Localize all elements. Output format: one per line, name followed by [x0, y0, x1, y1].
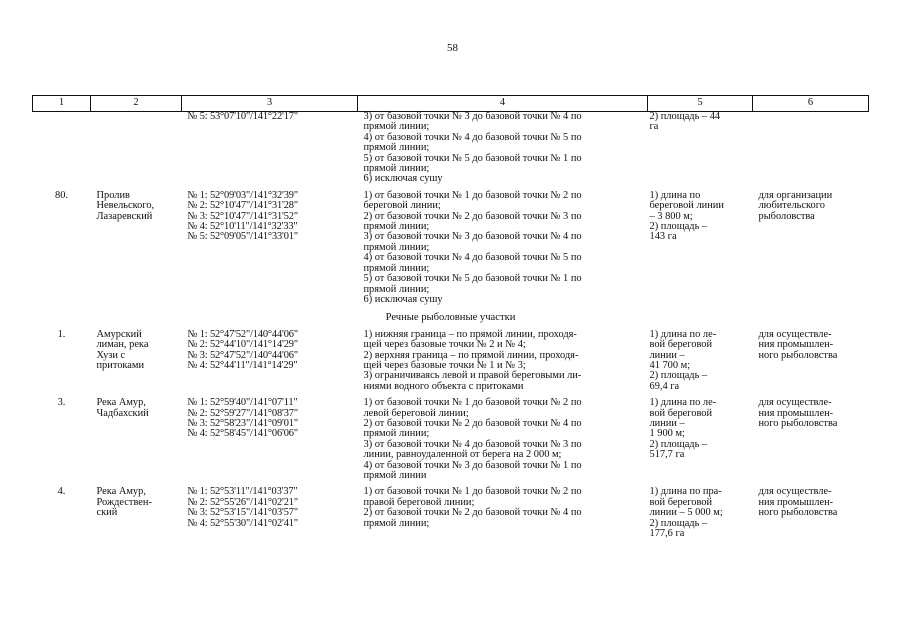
coordinates-line: № 1: 52°59'40"/141°07'11": [187, 397, 298, 409]
boundary-description-line: прямой линии;: [363, 121, 430, 133]
section-row: [33, 305, 869, 329]
coordinates-line: № 2: 52°59'27"/141°08'37": [187, 407, 298, 419]
boundary-description: [358, 112, 648, 185]
boundary-description-line: 1) от базовой точки № 1 до базовой точки № 2 по: [363, 486, 582, 498]
boundary-description: [358, 330, 648, 392]
boundary-description-line: щей через базовые точки № 2 и № 4;: [363, 339, 526, 351]
area-purpose-line: ния промышлен-: [758, 407, 834, 419]
boundary-description: [358, 185, 648, 305]
col-header-1: 1: [33, 96, 91, 112]
row-number: 80.: [55, 189, 68, 201]
area-purpose-line: для организации: [758, 189, 833, 201]
coordinates-line: № 2: 52°44'10"/141°14'29": [187, 339, 298, 351]
boundary-description-line: прямой линии;: [363, 163, 430, 175]
boundary-description-line: 3) от базовой точки № 3 до базовой точки № 4 по: [363, 231, 582, 243]
col-header-2: 2: [91, 96, 182, 112]
fishing-areas-table: [32, 95, 869, 539]
table-row: [33, 112, 869, 185]
area-size-line: 2) площадь –: [649, 370, 708, 382]
boundary-description-line: левой береговой линии;: [363, 407, 469, 419]
area-name-line: Лазаревский: [96, 210, 153, 222]
boundary-description-line: 4) от базовой точки № 4 до базовой точки № 5 по: [363, 131, 582, 143]
coordinates: [182, 392, 358, 481]
coordinates: [182, 481, 358, 539]
boundary-description-line: 1) нижняя граница – по прямой линии, проходя-: [363, 328, 577, 340]
coordinates-line: № 3: 52°58'23"/141°09'01": [187, 417, 298, 429]
area-size-line: 1) длина по пра-: [649, 486, 722, 498]
col-header-3: 3: [182, 96, 358, 112]
boundary-description-line: 2) верхняя граница – по прямой линии, проходя-: [363, 349, 579, 361]
area-name-line: Чадбахский: [96, 407, 149, 419]
area-purpose-line: рыболовства: [758, 210, 815, 222]
area-size-line: 1) длина по ле-: [649, 328, 717, 340]
boundary-description-line: 3) ограничиваясь левой и правой береговыми ли-: [363, 370, 582, 382]
area-size-line: 2) площадь –: [649, 438, 708, 450]
area-size-line: 2) площадь –: [649, 221, 708, 233]
coordinates: [182, 112, 358, 185]
area-name-line: притоками: [96, 359, 145, 371]
boundary-description-line: 1) от базовой точки № 1 до базовой точки № 2 по: [363, 397, 582, 409]
boundary-description-line: 4) от базовой точки № 3 до базовой точки № 1 по: [363, 459, 582, 471]
area-size-line: 1) длина по: [649, 189, 701, 201]
area-size-line: 2) площадь –: [649, 517, 708, 529]
table-row: [33, 330, 869, 392]
coordinates-line: № 2: 52°10'47"/141°31'28": [187, 200, 298, 212]
area-size-line: вой береговой: [649, 407, 713, 419]
area-size-line: га: [649, 121, 659, 133]
area-name-line: Река Амур,: [96, 397, 146, 409]
area-name: [91, 330, 182, 392]
boundary-description-line: прямой линии;: [363, 283, 430, 295]
area-size-line: линии –: [649, 349, 685, 361]
area-size-line: 69,4 га: [649, 380, 680, 392]
boundary-description: [358, 481, 648, 539]
area-name-line: Амурский: [96, 328, 142, 340]
area-size-line: 1 900 м;: [649, 428, 685, 440]
row-number: [33, 112, 91, 185]
boundary-description-line: прямой линии;: [363, 428, 430, 440]
col-header-5: 5: [648, 96, 753, 112]
area-name: [91, 185, 182, 305]
area-name-line: Хузи с: [96, 349, 126, 361]
boundary-description-line: береговой линии;: [363, 200, 441, 212]
boundary-description-line: щей через базовые точки № 1 и № 3;: [363, 359, 526, 371]
area-purpose-line: ния промышлен-: [758, 339, 834, 351]
area-purpose: [753, 481, 869, 539]
table-row: [33, 481, 869, 539]
coordinates-line: № 3: 52°47'52"/140°44'06": [187, 349, 298, 361]
area-size-line: 517,7 га: [649, 449, 685, 461]
area-name-line: Пролив: [96, 189, 130, 201]
boundary-description-line: 5) от базовой точки № 5 до базовой точки № 1 по: [363, 152, 582, 164]
boundary-description: [358, 392, 648, 481]
coordinates-line: № 5: 52°09'05"/141°33'01": [187, 231, 298, 243]
area-purpose-line: для осуществле-: [758, 486, 832, 498]
boundary-description-line: правой береговой линии;: [363, 496, 475, 508]
row-number: 4.: [57, 486, 66, 498]
area-name-line: ский: [96, 507, 118, 519]
boundary-description-line: прямой линии;: [363, 221, 430, 233]
area-purpose-line: для осуществле-: [758, 328, 832, 340]
area-size-line: береговой линии: [649, 200, 724, 212]
boundary-description-line: 4) от базовой точки № 4 до базовой точки № 5 по: [363, 252, 582, 264]
coordinates-line: № 1: 52°53'11"/141°03'37": [187, 486, 298, 498]
boundary-description-line: 2) от базовой точки № 2 до базовой точки № 3 по: [363, 210, 582, 222]
coordinates-line: № 5: 53°07'10"/141°22'17": [187, 111, 298, 122]
boundary-description-line: прямой линии;: [363, 262, 430, 274]
area-name-line: лиман, река: [96, 339, 149, 351]
coordinates-line: № 4: 52°58'45"/141°06'06": [187, 428, 298, 440]
area-purpose-line: ния промышлен-: [758, 496, 834, 508]
boundary-description-line: 6) исключая сушу: [363, 293, 443, 305]
boundary-description-line: 2) от базовой точки № 2 до базовой точки № 4 по: [363, 417, 582, 429]
area-size: [648, 481, 753, 539]
section-title: Речные рыболовные участки: [385, 312, 516, 324]
area-purpose: [753, 330, 869, 392]
area-purpose-line: ного рыболовства: [758, 417, 838, 429]
boundary-description-line: линии, равноудаленной от берега на 2 000 м;: [363, 449, 562, 461]
area-purpose: [753, 112, 869, 185]
area-purpose-line: для осуществле-: [758, 397, 832, 409]
area-name: [91, 112, 182, 185]
boundary-description-line: 6) исключая сушу: [363, 173, 443, 185]
area-purpose: [753, 185, 869, 305]
area-size-line: – 3 800 м;: [649, 210, 693, 222]
coordinates-line: № 4: 52°55'30"/141°02'41": [187, 517, 298, 529]
area-size-line: 177,6 га: [649, 528, 685, 540]
area-size-line: 1) длина по ле-: [649, 397, 717, 409]
row-number: 3.: [57, 397, 66, 409]
area-purpose-line: ного рыболовства: [758, 507, 838, 519]
area-size-line: вой береговой: [649, 339, 713, 351]
boundary-description-line: прямой линии;: [363, 241, 430, 253]
boundary-description-line: прямой линии: [363, 470, 427, 481]
boundary-description-line: 3) от базовой точки № 4 до базовой точки № 3 по: [363, 438, 582, 450]
area-name-line: Река Амур,: [96, 486, 146, 498]
area-size: [648, 392, 753, 481]
coordinates-line: № 4: 52°10'11"/141°32'33": [187, 221, 298, 233]
area-size-line: вой береговой: [649, 496, 713, 508]
boundary-description-line: 5) от базовой точки № 5 до базовой точки № 1 по: [363, 273, 582, 285]
area-size: [648, 112, 753, 185]
col-header-6: 6: [753, 96, 869, 112]
boundary-description-line: 3) от базовой точки № 3 до базовой точки № 4 по: [363, 111, 582, 122]
coordinates-line: № 4: 52°44'11"/141°14'29": [187, 359, 298, 371]
area-size-line: 41 700 м;: [649, 359, 691, 371]
coordinates: [182, 185, 358, 305]
area-size-line: 143 га: [649, 231, 677, 243]
row-number: 1.: [57, 328, 66, 340]
coordinates-line: № 3: 52°10'47"/141°31'52": [187, 210, 298, 222]
area-size-line: линии – 5 000 м;: [649, 507, 723, 519]
boundary-description-line: ниями водного объекта с притоками: [363, 380, 524, 392]
coordinates-line: № 3: 52°53'15"/141°03'57": [187, 507, 298, 519]
area-purpose-line: ного рыболовства: [758, 349, 838, 361]
area-purpose: [753, 392, 869, 481]
area-size: [648, 330, 753, 392]
table-row: [33, 392, 869, 481]
table-row: [33, 185, 869, 305]
coordinates-line: № 1: 52°09'03"/141°32'39": [187, 189, 298, 201]
col-header-4: 4: [358, 96, 648, 112]
boundary-description-line: 1) от базовой точки № 1 до базовой точки № 2 по: [363, 189, 582, 201]
area-name-line: Невельского,: [96, 200, 155, 212]
coordinates-line: № 2: 52°55'26"/141°02'21": [187, 496, 298, 508]
boundary-description-line: прямой линии;: [363, 517, 430, 529]
area-purpose-line: любительского: [758, 200, 825, 212]
area-name: [91, 481, 182, 539]
area-name: [91, 392, 182, 481]
header-row: [33, 96, 869, 112]
area-size: [648, 185, 753, 305]
coordinates: [182, 330, 358, 392]
page-number: 58: [447, 42, 458, 54]
boundary-description-line: 2) от базовой точки № 2 до базовой точки № 4 по: [363, 507, 582, 519]
area-name-line: Рождествен-: [96, 496, 152, 508]
boundary-description-line: прямой линии;: [363, 142, 430, 154]
area-size-line: линии –: [649, 417, 685, 429]
area-size-line: 2) площадь – 44: [649, 111, 721, 122]
coordinates-line: № 1: 52°47'52"/140°44'06": [187, 328, 298, 340]
